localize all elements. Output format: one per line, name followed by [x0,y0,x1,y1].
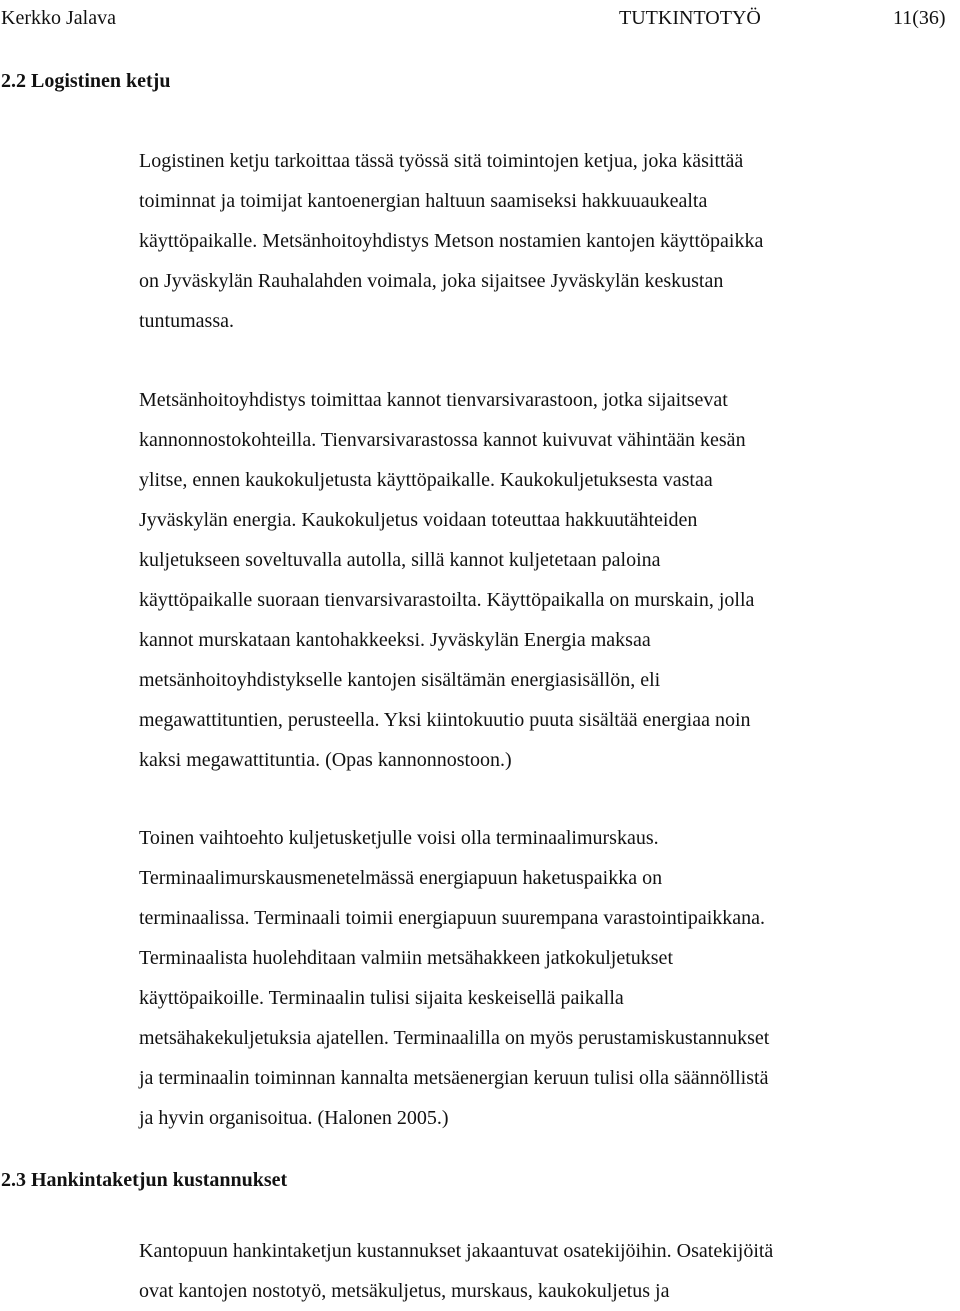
page-number: 11(36) [893,7,946,29]
paragraph-line: kannot murskataan kantohakkeeksi. Jyväskylän Energia maksaa [139,629,651,651]
paragraph-line: käyttöpaikoille. Terminaalin tulisi sijaita keskeisellä paikalla [139,987,624,1009]
section-heading: 2.2 Logistinen ketju [1,70,171,92]
paragraph-line: Metsänhoitoyhdistys toimittaa kannot tienvarsivarastoon, jotka sijaitsevat [139,389,728,411]
page-header [0,4,960,32]
paragraph-line: toiminnat ja toimijat kantoenergian haltuun saamiseksi hakkuuaukealta [139,190,708,212]
paragraph-line: kannonnostokohteilla. Tienvarsivarastossa kannot kuivuvat vähintään kesän [139,429,746,451]
paragraph-line: käyttöpaikalle suoraan tienvarsivarastoilta. Käyttöpaikalla on murskain, jolla [139,589,755,611]
document-type: TUTKINTOTYÖ [619,7,761,29]
paragraph-line: Toinen vaihtoehto kuljetusketjulle voisi olla terminaalimurskaus. [139,827,659,849]
paragraph-line: on Jyväskylän Rauhalahden voimala, joka sijaitsee Jyväskylän keskustan [139,270,724,292]
paragraph-line: terminaalissa. Terminaali toimii energiapuun suurempana varastointipaikkana. [139,907,766,929]
paragraph-line: ja terminaalin toiminnan kannalta metsäenergian keruun tulisi olla säännöllistä [139,1067,769,1089]
author-name: Kerkko Jalava [1,7,116,29]
paragraph-line: tuntumassa. [139,310,234,332]
paragraph [139,1231,951,1311]
paragraph-line: ovat kantojen nostotyö, metsäkuljetus, murskaus, kaukokuljetus ja [139,1280,670,1302]
paragraph-line: Terminaalista huolehditaan valmiin metsähakkeen jatkokuljetukset [139,947,673,969]
paragraph [139,141,951,341]
paragraph-line: Logistinen ketju tarkoittaa tässä työssä sitä toimintojen ketjua, joka käsittää [139,150,744,172]
paragraph-line: megawattituntien, perusteella. Yksi kiintokuutio puuta sisältää energiaa noin [139,709,751,731]
paragraph-line: kuljetukseen soveltuvalla autolla, sillä kannot kuljetetaan paloina [139,549,661,571]
paragraph [139,818,951,1138]
paragraph-line: käyttöpaikalle. Metsänhoitoyhdistys Metson nostamien kantojen käyttöpaikka [139,230,764,252]
paragraph-line: ylitse, ennen kaukokuljetusta käyttöpaikalle. Kaukokuljetuksesta vastaa [139,469,713,491]
paragraph-line: metsänhoitoyhdistykselle kantojen sisältämän energiasisällön, eli [139,669,661,691]
paragraph [139,380,951,780]
paragraph-line: metsähakekuljetuksia ajatellen. Terminaalilla on myös perustamiskustannukset [139,1027,770,1049]
paragraph-line: kaksi megawattituntia. (Opas kannonnostoon.) [139,749,512,771]
paragraph-line: Kantopuun hankintaketjun kustannukset jakaantuvat osatekijöihin. Osatekijöitä [139,1240,774,1262]
paragraph-line: Terminaalimurskausmenetelmässä energiapuun haketuspaikka on [139,867,663,889]
paragraph-line: Jyväskylän energia. Kaukokuljetus voidaan toteuttaa hakkuutähteiden [139,509,698,531]
paragraph-line: ja hyvin organisoitua. (Halonen 2005.) [139,1107,449,1129]
section-heading: 2.3 Hankintaketjun kustannukset [1,1169,288,1191]
